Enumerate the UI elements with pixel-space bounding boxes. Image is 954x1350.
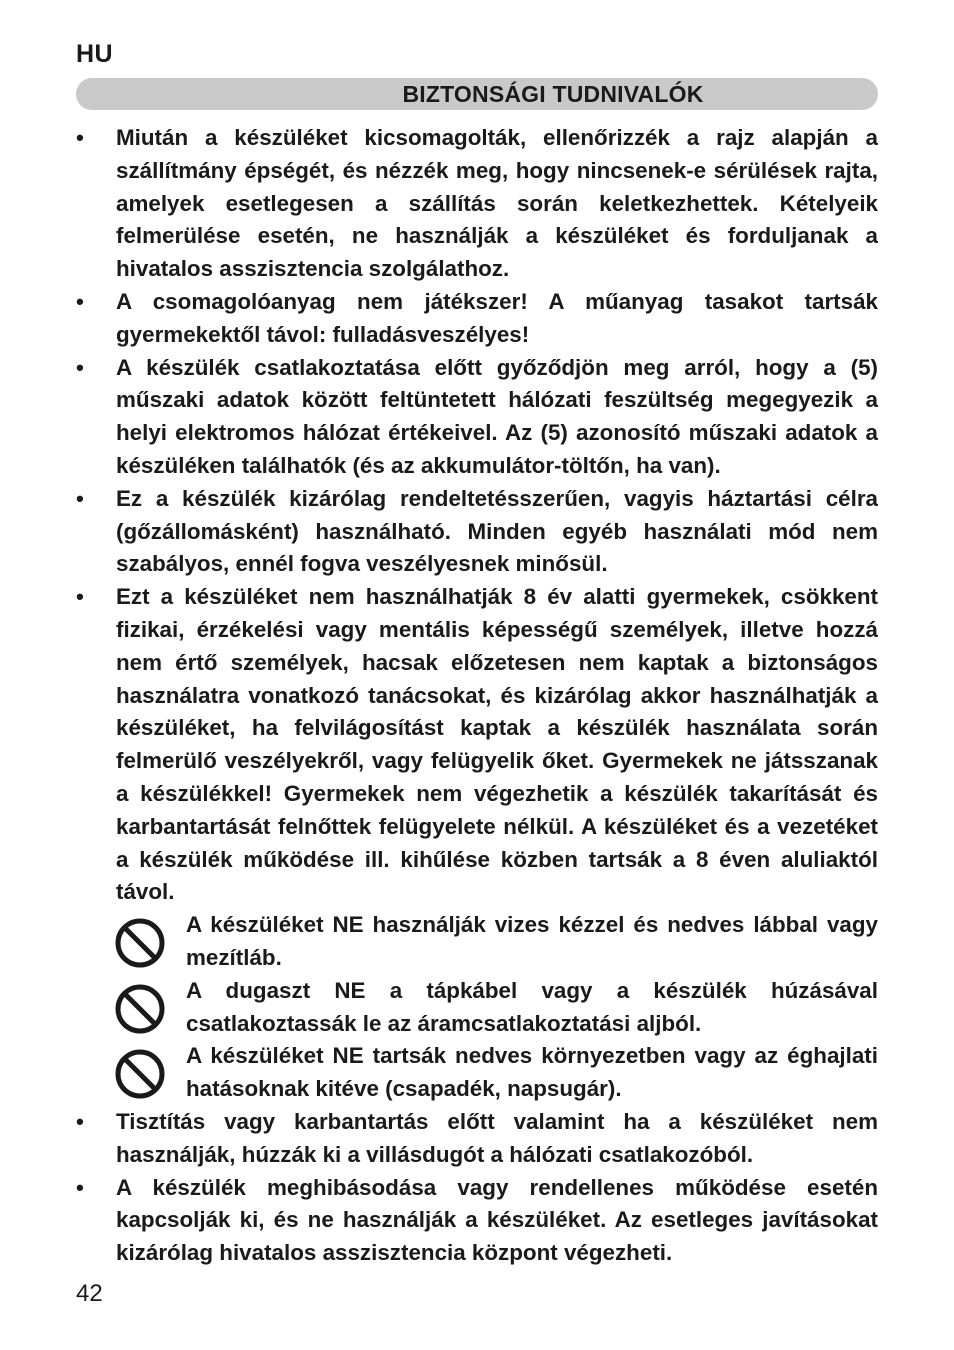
language-code: HU xyxy=(76,40,114,68)
bullet: • xyxy=(76,125,84,150)
bullet: • xyxy=(76,1108,84,1134)
warning-text: A készüléket NE használják vizes kézzel és nedves lábbal vagy mezítláb. xyxy=(186,912,878,970)
bullet: • xyxy=(76,354,84,380)
list-item xyxy=(76,286,878,352)
list-item xyxy=(76,122,878,286)
section-heading-bar xyxy=(76,78,878,110)
bullet: • xyxy=(76,485,84,511)
warning-item xyxy=(76,909,878,975)
list-item-text: Ezt a készüléket nem használhatják 8 év alatti gyermekek, csökkent fizikai, érzékelési vagy mentális képességű személyek, illetve hozzá nem értő személyek, hacsak előzetesen nem kaptak a biztonságos használatra vonatkozó tanácsokat, és kizárólag akkor használhatják a készüléket, ha felvilágosítást kaptak a készülék használata során felmerülő veszélyekről, vagy felügyelik őket. Gyermekek ne játsszanak a készülékkel! Gyermekek nem végezhetik a készülék takarítását és karbantartását felnőttek felügyelete nélkül. A készüléket és a vezetéket a készülék működése ill. kihűlése közben tartsák a 8 éven aluliaktól távol. xyxy=(116,584,878,905)
bullet: • xyxy=(76,288,84,314)
list-item xyxy=(76,483,878,581)
list-item-text: Tisztítás vagy karbantartás előtt valamint ha a készüléket nem használják, húzzák ki a villásdugót a hálózati csatlakozóból. xyxy=(116,1108,878,1167)
page-number: 42 xyxy=(76,1280,103,1307)
list-item xyxy=(76,352,878,483)
safety-instructions xyxy=(76,122,878,1270)
section-title: BIZTONSÁGI TUDNIVALÓK xyxy=(402,80,704,107)
bullet: • xyxy=(76,584,84,610)
prohibition-icon xyxy=(114,917,166,969)
list-item-text: A csomagolóanyag nem játékszer! A műanyag tasakot tartsák gyermekektől távol: fulladásveszélyes! xyxy=(116,288,878,347)
list-item xyxy=(76,1106,878,1172)
warning-text: A dugaszt NE a tápkábel vagy a készülék húzásával csatlakoztassák le az áramcsatlakoztatási aljból. xyxy=(186,977,878,1036)
list-item-text: Miután a készüléket kicsomagolták, ellenőrizzék a rajz alapján a szállítmány épségét, és nézzék meg, hogy nincsenek-e sérülések rajta, amelyek esetlegesen a szállítás során keletkezhettek. Kételyeik felmerülése esetén, ne használják a készüléket és forduljanak a hivatalos asszisztencia szolgálathoz. xyxy=(116,125,878,282)
list-item xyxy=(76,581,878,909)
warning-item xyxy=(76,1040,878,1106)
list-item-text: A készülék csatlakoztatása előtt győződjön meg arról, hogy a (5) műszaki adatok között feltüntetett hálózati feszültség megegyezik a helyi elektromos hálózat értékeivel. Az (5) azonosító műszaki adatok a készüléken találhatók (és az akkumulátor-töltőn, ha van). xyxy=(116,354,878,478)
prohibition-icon xyxy=(114,983,166,1035)
prohibition-icon xyxy=(114,1048,166,1100)
list-item xyxy=(76,1172,878,1270)
list-item-text: A készülék meghibásodása vagy rendellenes működése esetén kapcsolják ki, és ne használják a készüléket. Az esetleges javításokat kizárólag hivatalos asszisztencia központ végezheti. xyxy=(116,1174,878,1266)
warning-item xyxy=(76,975,878,1041)
bullet: • xyxy=(76,1174,84,1200)
list-item-text: Ez a készülék kizárólag rendeltetésszerűen, vagyis háztartási célra (gőzállomásként) használható. Minden egyéb használati mód nem szabályos, ennél fogva veszélyesnek minősül. xyxy=(116,485,878,577)
warning-text: A készüléket NE tartsák nedves környezetben vagy az éghajlati hatásoknak kitéve (csapadék, napsugár). xyxy=(186,1043,878,1102)
